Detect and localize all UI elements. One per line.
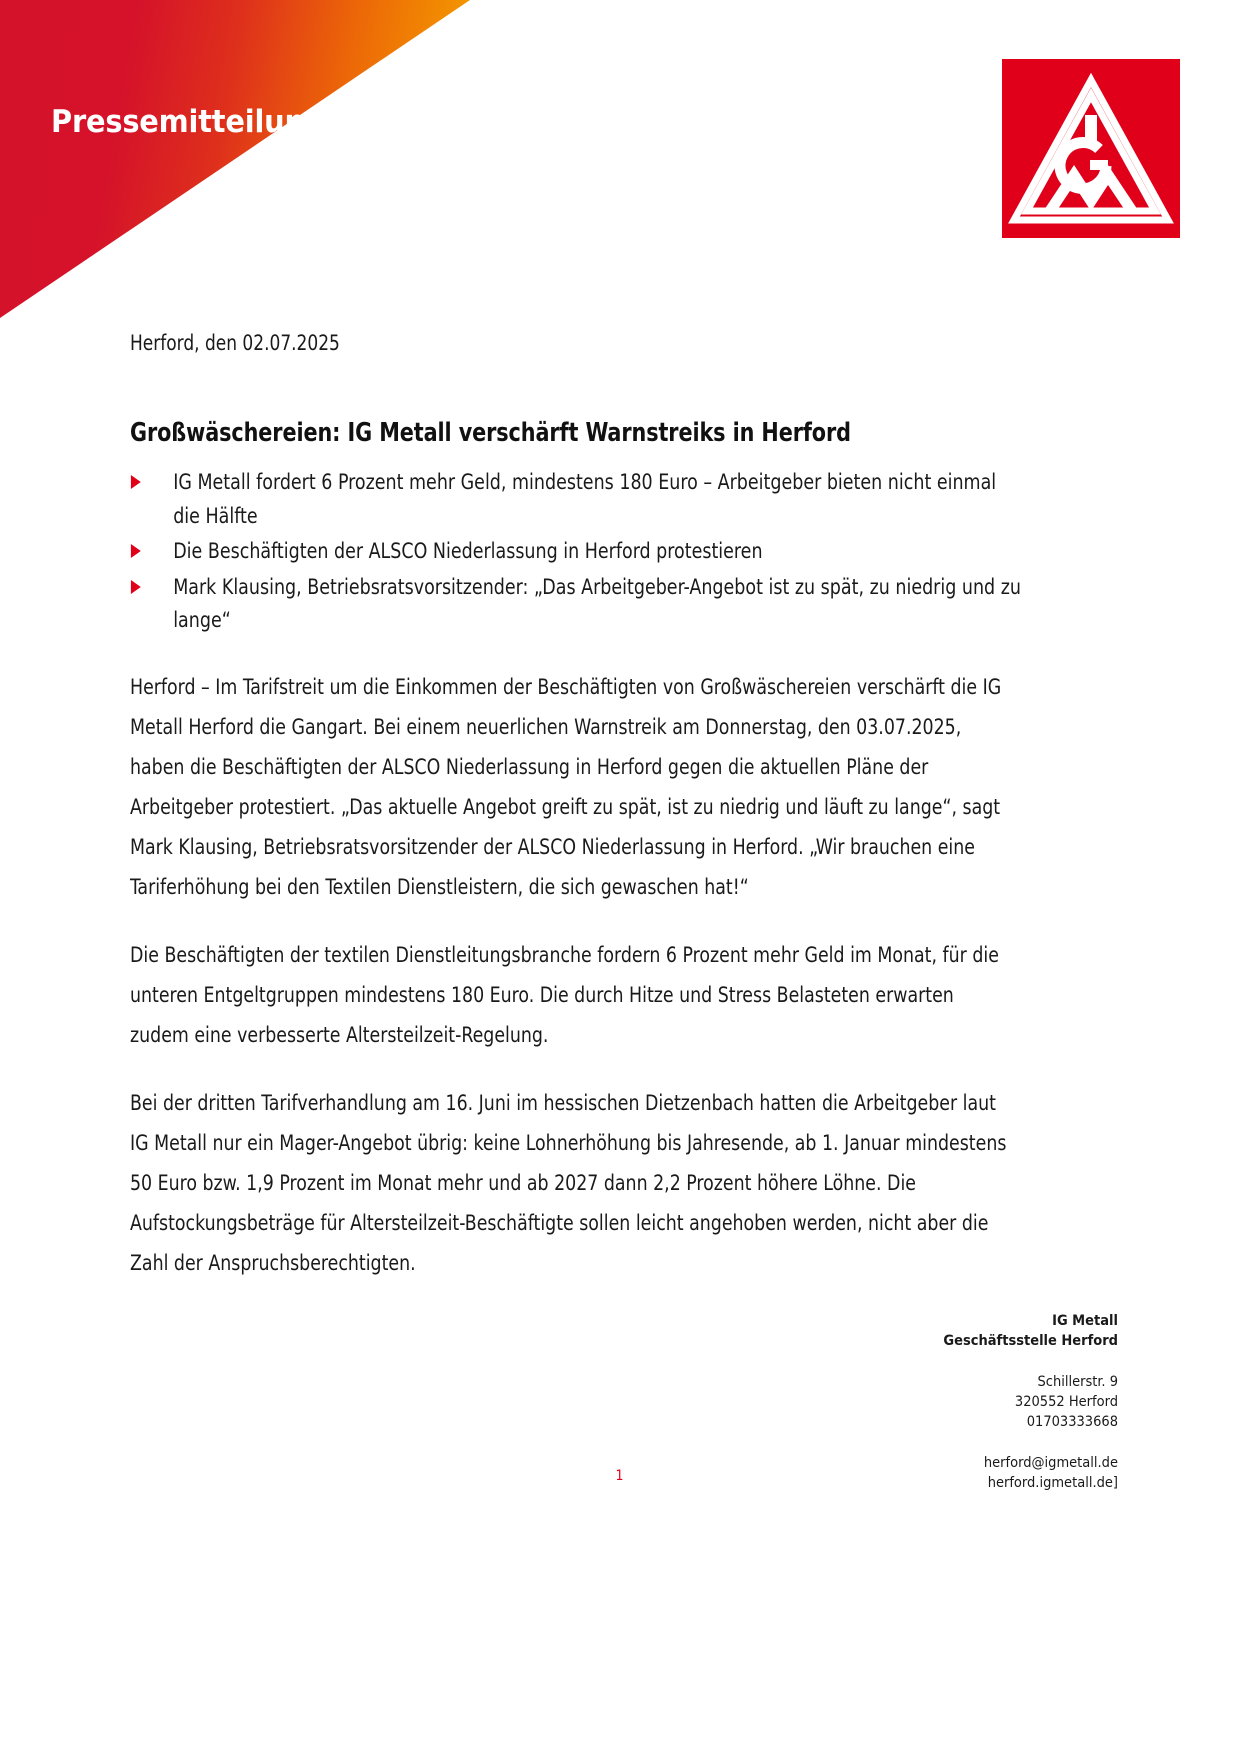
body-paragraph: Herford – Im Tarifstreit um die Einkommen der Beschäftigten von Großwäschereien verschärft die IG Metall Herford die Gangart. Bei einem neuerlichen Warnstreik am Donnerstag, den 03.07.2025, haben die Beschäftigten der ALSCO Niederlassung in Herford gegen die aktuellen Pläne der Arbeitgeber protestiert. „Das aktuelle Angebot greift zu spät, ist zu niedrig und läuft zu lange“, sagt Mark Klausing, Betriebsratsvorsitzender der ALSCO Niederlassung in Herford. „Wir brauchen eine Tariferhöhung bei den Textilen Dienstleistern, die sich gewaschen hat!“ [130,675,1002,900]
article-body [130,668,1018,1284]
footer-phone: 01703333668 [1026,1414,1118,1430]
footer-org-line2: Geschäftsstelle Herford [943,1333,1118,1349]
summary-bullet-list [130,466,1021,640]
list-item [130,571,1021,638]
footer-contact-block [943,1311,1118,1493]
body-paragraph: Bei der dritten Tarifverhandlung am 16. Juni im hessischen Dietzenbach hatten die Arbeitgeber laut IG Metall nur ein Mager-Angebot übrig: keine Lohnerhöhung bis Jahresende, ab 1. Januar mindestens 50 Euro bzw. 1,9 Prozent im Monat mehr und ab 2027 dann 2,2 Prozent höhere Löhne. Die Aufstockungsbeträge für Altersteilzeit-Beschäftigte sollen leicht angehoben werden, nicht aber die Zahl der Anspruchsberechtigten. [130,1091,1007,1276]
list-item [130,535,1021,569]
triangle-bullet-icon [131,580,141,594]
footer-organization [943,1311,1118,1351]
ig-metall-logo-mark [1002,59,1180,238]
body-paragraph: Die Beschäftigten der textilen Dienstleitungsbranche fordern 6 Prozent mehr Geld im Monat, für die unteren Entgeltgruppen mindestens 180 Euro. Die durch Hitze und Stress Belasteten erwarten zudem eine verbesserte Altersteilzeit-Regelung. [130,943,999,1048]
triangle-bullet-icon [131,544,141,558]
dateline: Herford, den 02.07.2025 [130,331,340,356]
bullet-text: Die Beschäftigten der ALSCO Niederlassung in Herford protestieren [173,539,763,564]
page-number: 1 [615,1468,624,1484]
list-item [130,466,1021,533]
footer-street: Schillerstr. 9 [1037,1374,1118,1390]
ig-metall-logo [1002,59,1180,238]
bullet-text: Mark Klausing, Betriebsratsvorsitzender: „Das Arbeitgeber-Angebot ist zu spät, zu niedrig und zu lange“ [173,574,1021,633]
pressemitteilung-banner [0,0,470,318]
footer-org-line1: IG Metall [1052,1313,1118,1329]
triangle-bullet-icon [131,475,141,489]
bullet-text: IG Metall fordert 6 Prozent mehr Geld, mindestens 180 Euro – Arbeitgeber bieten nicht einmal die Hälfte [173,470,997,529]
banner-gradient-shape [0,0,470,318]
page-title: Großwäschereien: IG Metall verschärft Warnstreiks in Herford [130,418,851,449]
footer-city: 320552 Herford [1014,1394,1118,1410]
banner-title: Pressemitteilung [51,104,326,140]
footer-website[interactable]: herford.igmetall.de] [987,1475,1118,1491]
footer-address [943,1372,1118,1432]
footer-email[interactable]: herford@igmetall.de [983,1455,1118,1471]
